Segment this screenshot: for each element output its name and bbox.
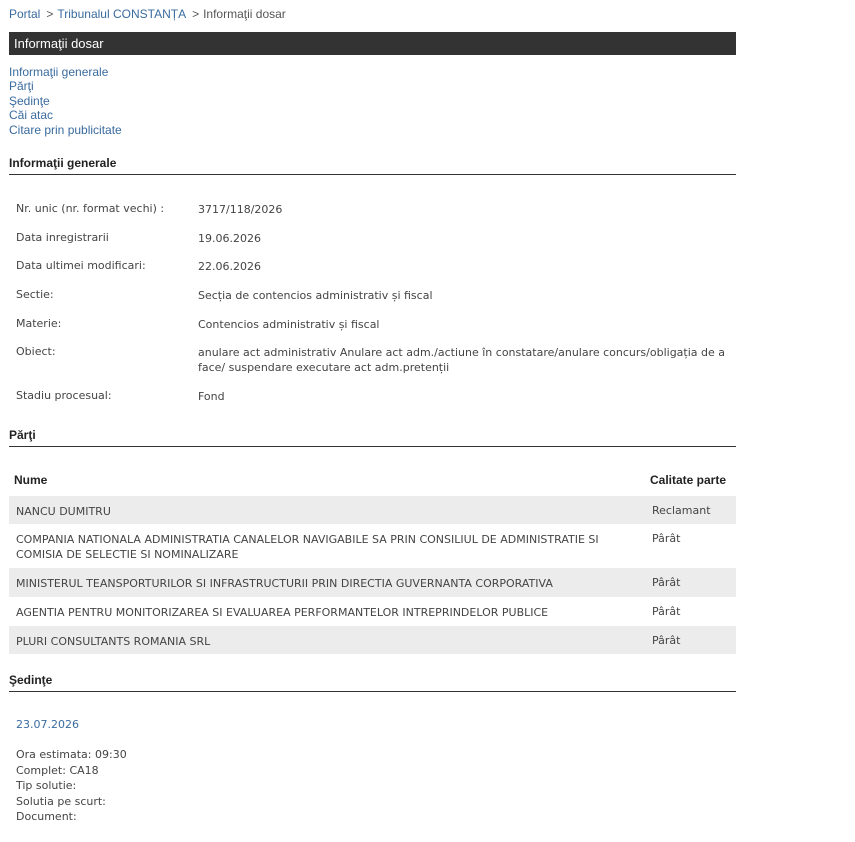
info-value: Secția de contencios administrativ și fiscal: [198, 289, 433, 302]
info-label: Data ultimei modificari:: [16, 259, 146, 272]
section-heading-parties: Părţi: [9, 428, 736, 447]
party-name: MINISTERUL TEANSPORTURILOR SI INFRASTRUCTURII PRIN DIRECTIA GUVERNANTA CORPORATIVA: [16, 577, 553, 590]
info-value: Contencios administrativ și fiscal: [198, 318, 380, 331]
hearing-solution-summary: Solutia pe scurt:: [16, 794, 106, 808]
party-role: Reclamant: [652, 504, 711, 517]
section-heading-general: Informaţii generale: [9, 156, 736, 175]
party-name: NANCU DUMITRU: [16, 505, 111, 518]
party-name: AGENTIA PENTRU MONITORIZAREA SI EVALUAREA PERFORMANTELOR INTREPRINDELOR PUBLICE: [16, 606, 549, 619]
nav-link-hearings[interactable]: Şedinţe: [9, 93, 50, 108]
breadcrumb-separator: >: [46, 7, 54, 21]
hearing-date: 23.07.2026: [16, 718, 79, 731]
nav-link-parties[interactable]: Părţi: [9, 79, 34, 94]
table-row: [9, 626, 736, 654]
nav-link-public-summons[interactable]: Citare prin publicitate: [9, 122, 122, 137]
breadcrumb-separator: >: [192, 7, 200, 21]
section-nav-item: [9, 94, 122, 108]
info-label: Obiect:: [16, 345, 56, 358]
section-heading-hearings: Şedinţe: [9, 673, 736, 692]
info-value: 3717/118/2026: [198, 203, 283, 216]
column-header-role: Calitate parte: [650, 473, 727, 487]
column-header-name: Nume: [14, 473, 48, 487]
hearing-solution-type: Tip solutie:: [16, 779, 77, 792]
info-label: Stadiu procesual:: [16, 389, 112, 402]
info-value: anulare act administrativ Anulare act adm./actiune în constatare/anulare concurs/obligația de a face/ suspendare executare act adm.pretenții: [198, 346, 726, 374]
nav-link-appeals[interactable]: Căi atac: [9, 108, 54, 123]
info-label: Data inregistrarii: [16, 231, 109, 244]
parties-table-header: [9, 473, 736, 489]
page-title-bar: Informaţii dosar: [9, 32, 736, 55]
party-name: PLURI CONSULTANTS ROMANIA SRL: [16, 635, 211, 648]
info-label: Nr. unic (nr. format vechi) :: [16, 202, 165, 215]
hearing-estimated-time: Ora estimata: 09:30: [16, 748, 127, 761]
table-row: [9, 496, 736, 524]
party-name: COMPANIA NATIONALA ADMINISTRATIA CANALELOR NAVIGABILE SA PRIN CONSILIUL DE ADMINISTRATIE SI COMISIA DE SELECTIE SI NOMINALIZARE: [16, 533, 599, 561]
breadcrumb-current: Informaţii dosar: [203, 7, 286, 21]
party-role: Pârât: [652, 605, 681, 618]
breadcrumb: [9, 7, 286, 21]
hearing-panel: Complet: CA18: [16, 763, 99, 777]
info-label: Materie:: [16, 317, 62, 330]
breadcrumb-portal-link[interactable]: Portal: [9, 7, 41, 21]
section-nav-item: [9, 79, 122, 93]
table-row: [9, 597, 736, 626]
info-label: Sectie:: [16, 288, 54, 301]
table-row: [9, 568, 736, 597]
info-value: 19.06.2026: [198, 232, 261, 245]
party-role: Pârât: [652, 634, 681, 647]
hearing-document: Document:: [16, 810, 77, 823]
section-nav: [9, 65, 122, 137]
section-nav-item: [9, 65, 122, 79]
info-value: Fond: [198, 390, 225, 403]
nav-link-general-info[interactable]: Informaţii generale: [9, 65, 109, 79]
party-role: Pârât: [652, 576, 681, 589]
section-nav-item: [9, 123, 122, 137]
section-nav-item: [9, 108, 122, 122]
breadcrumb-court-link[interactable]: Tribunalul CONSTANȚA: [57, 7, 187, 21]
info-value: 22.06.2026: [198, 260, 261, 273]
table-row: [9, 524, 736, 568]
party-role: Pârât: [652, 532, 681, 545]
hearing-details: [16, 747, 127, 825]
